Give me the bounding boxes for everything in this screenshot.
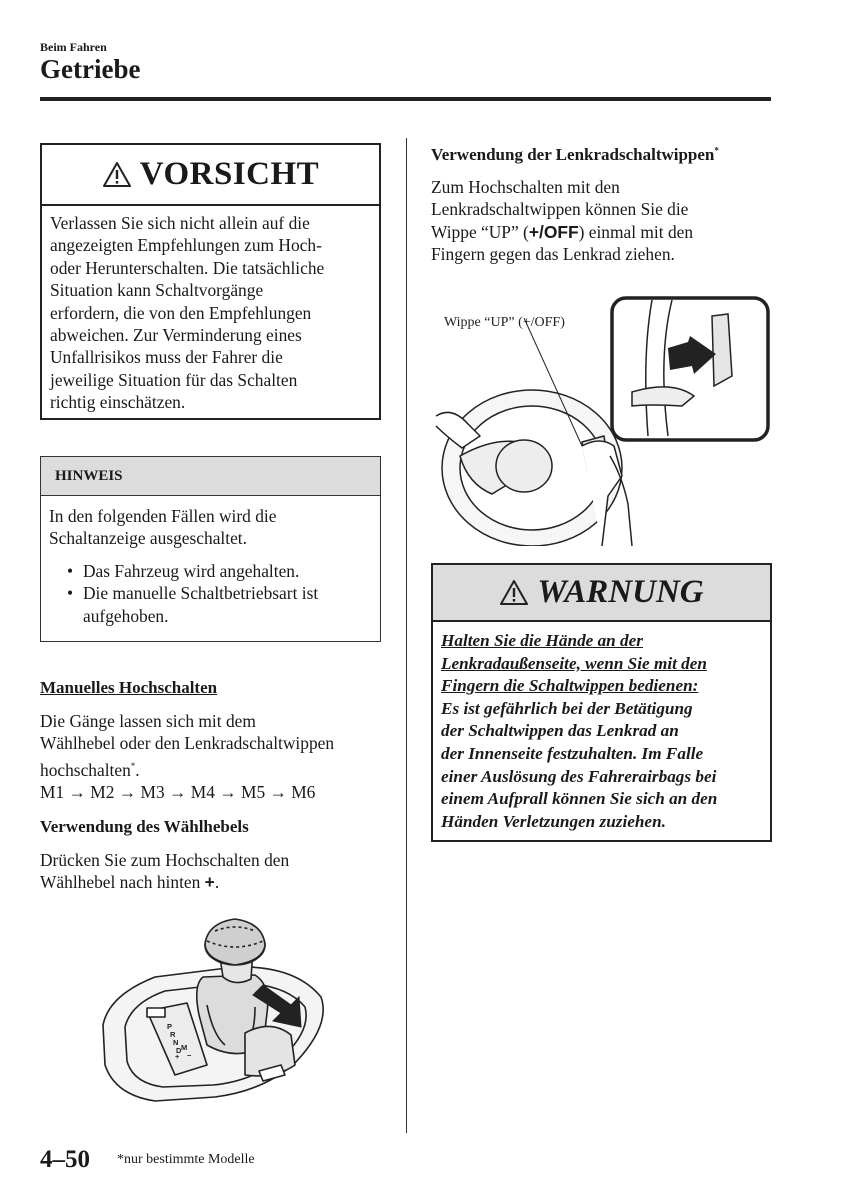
subheading-paddles	[431, 145, 719, 165]
paragraph-line	[40, 871, 390, 893]
caution-box	[40, 143, 381, 420]
warning-line: einer Auslösung des Fahrerairbags bei	[441, 766, 717, 786]
paragraph-text: ) einmal mit den	[578, 221, 694, 242]
shifter-label: D	[176, 1046, 182, 1055]
note-box	[40, 456, 381, 642]
upshift-paragraph	[40, 710, 390, 803]
paragraph-line: Drücken Sie zum Hochschalten den	[40, 850, 290, 870]
caution-text	[42, 206, 379, 414]
shifter-label: N	[173, 1038, 179, 1047]
caution-line: richtig einschätzen.	[50, 392, 186, 413]
list-item	[49, 560, 372, 582]
note-title: HINWEIS	[41, 457, 380, 496]
section-heading: Manuelles Hochschalten	[40, 678, 218, 697]
warning-title: WARNUNG	[537, 574, 704, 610]
warning-line: der Schaltwippen das Lenkrad an	[441, 721, 679, 741]
caution-line: erfordern, die von den Empfehlungen	[50, 302, 312, 323]
bullet: •	[67, 560, 74, 581]
section-label: Beim Fahren	[40, 40, 107, 54]
paragraph-line: Fingern gegen das Lenkrad ziehen.	[431, 244, 675, 265]
paragraph-line	[431, 221, 776, 243]
shifter-label: P	[167, 1022, 173, 1031]
paddle-symbol: +/OFF	[528, 221, 579, 242]
shifter-label: −	[187, 1051, 192, 1060]
subheading-text: Verwendung der Lenkradschaltwippen	[431, 145, 715, 164]
caution-title: VORSICHT	[139, 156, 320, 192]
detail-callout	[612, 298, 768, 440]
paragraph-text: .	[135, 759, 140, 780]
shifter-label: R	[170, 1030, 176, 1039]
paragraph-text: Wählhebel nach hinten	[40, 872, 205, 893]
warning-box	[431, 563, 772, 842]
caution-header	[42, 145, 379, 206]
list-item-text: aufgehoben.	[83, 605, 169, 626]
paragraph-line	[40, 755, 390, 781]
warning-triangle-icon	[102, 161, 132, 188]
shifter-label: +	[175, 1052, 180, 1061]
paddles-paragraph	[431, 176, 776, 266]
warning-line: Es ist gefährlich bei der Betätigung	[441, 698, 693, 718]
note-list	[49, 560, 372, 627]
list-item-text: Das Fahrzeug wird angehalten.	[83, 560, 300, 581]
warning-line: Halten Sie die Hände an der	[441, 631, 643, 650]
warning-line: Lenkradaußenseite, wenn Sie mit den	[441, 653, 707, 673]
warning-line: Fingern die Schaltwippen bedienen:	[441, 676, 699, 696]
warning-header	[433, 565, 770, 622]
note-line: In den folgenden Fällen wird die	[49, 506, 277, 526]
steering-wheel-illustration	[432, 296, 772, 546]
footnote: *nur bestimmte Modelle	[117, 1152, 255, 1167]
gear-selector-illustration	[95, 915, 335, 1105]
caution-line: Unfallrisikos muss der Fahrer die	[50, 347, 283, 368]
paragraph-text: .	[214, 872, 220, 893]
list-item-text: Die manuelle Schaltbetriebsart ist	[83, 583, 319, 604]
caution-line: Situation kann Schaltvorgänge	[50, 280, 264, 301]
column-divider	[406, 138, 407, 1133]
shifter-label: M	[181, 1043, 188, 1052]
caution-line: Verlassen Sie sich nicht allein auf die	[50, 213, 310, 233]
page-title: Getriebe	[40, 54, 141, 84]
figure-label: Wippe “UP” (+/OFF)	[444, 315, 565, 330]
paragraph-line: Wählhebel oder den Lenkradschaltwippen	[40, 733, 335, 754]
note-line: Schaltanzeige ausgeschaltet.	[49, 528, 247, 549]
header-rule	[40, 97, 771, 101]
paragraph-line: Die Gänge lassen sich mit dem	[40, 711, 256, 731]
selector-paragraph	[40, 849, 390, 894]
note-text	[41, 496, 380, 627]
warning-text	[433, 622, 770, 833]
subheading-selector: Verwendung des Wählhebels	[40, 817, 249, 836]
plus-symbol: +	[204, 872, 215, 893]
footnote-mark: *	[714, 145, 719, 156]
paragraph-line: Zum Hochschalten mit den	[431, 177, 620, 197]
caution-line: angezeigten Empfehlungen zum Hoch-	[50, 235, 322, 256]
paragraph-text: hochschalten	[40, 759, 131, 780]
caution-line: oder Herunterschalten. Die tatsächliche	[50, 257, 325, 278]
paragraph-text: Wippe “UP” (	[431, 221, 529, 242]
caution-line: jeweilige Situation für das Schalten	[50, 369, 298, 390]
list-item	[49, 582, 372, 627]
warning-line: einem Aufprall können Sie sich an den	[441, 789, 718, 809]
caution-line: abweichen. Zur Verminderung eines	[50, 325, 302, 346]
paragraph-line: Lenkradschaltwippen können Sie die	[431, 199, 689, 220]
warning-line: Händen Verletzungen zuziehen.	[441, 811, 666, 831]
gear-sequence: M1 → M2 → M3 → M4 → M5 → M6	[40, 782, 316, 803]
footnote-mark: *	[130, 760, 136, 771]
bullet: •	[67, 583, 74, 604]
warning-line: der Innenseite festzuhalten. Im Falle	[441, 743, 704, 763]
warning-triangle-icon	[499, 579, 529, 606]
page-number: 4–50	[40, 1146, 90, 1173]
